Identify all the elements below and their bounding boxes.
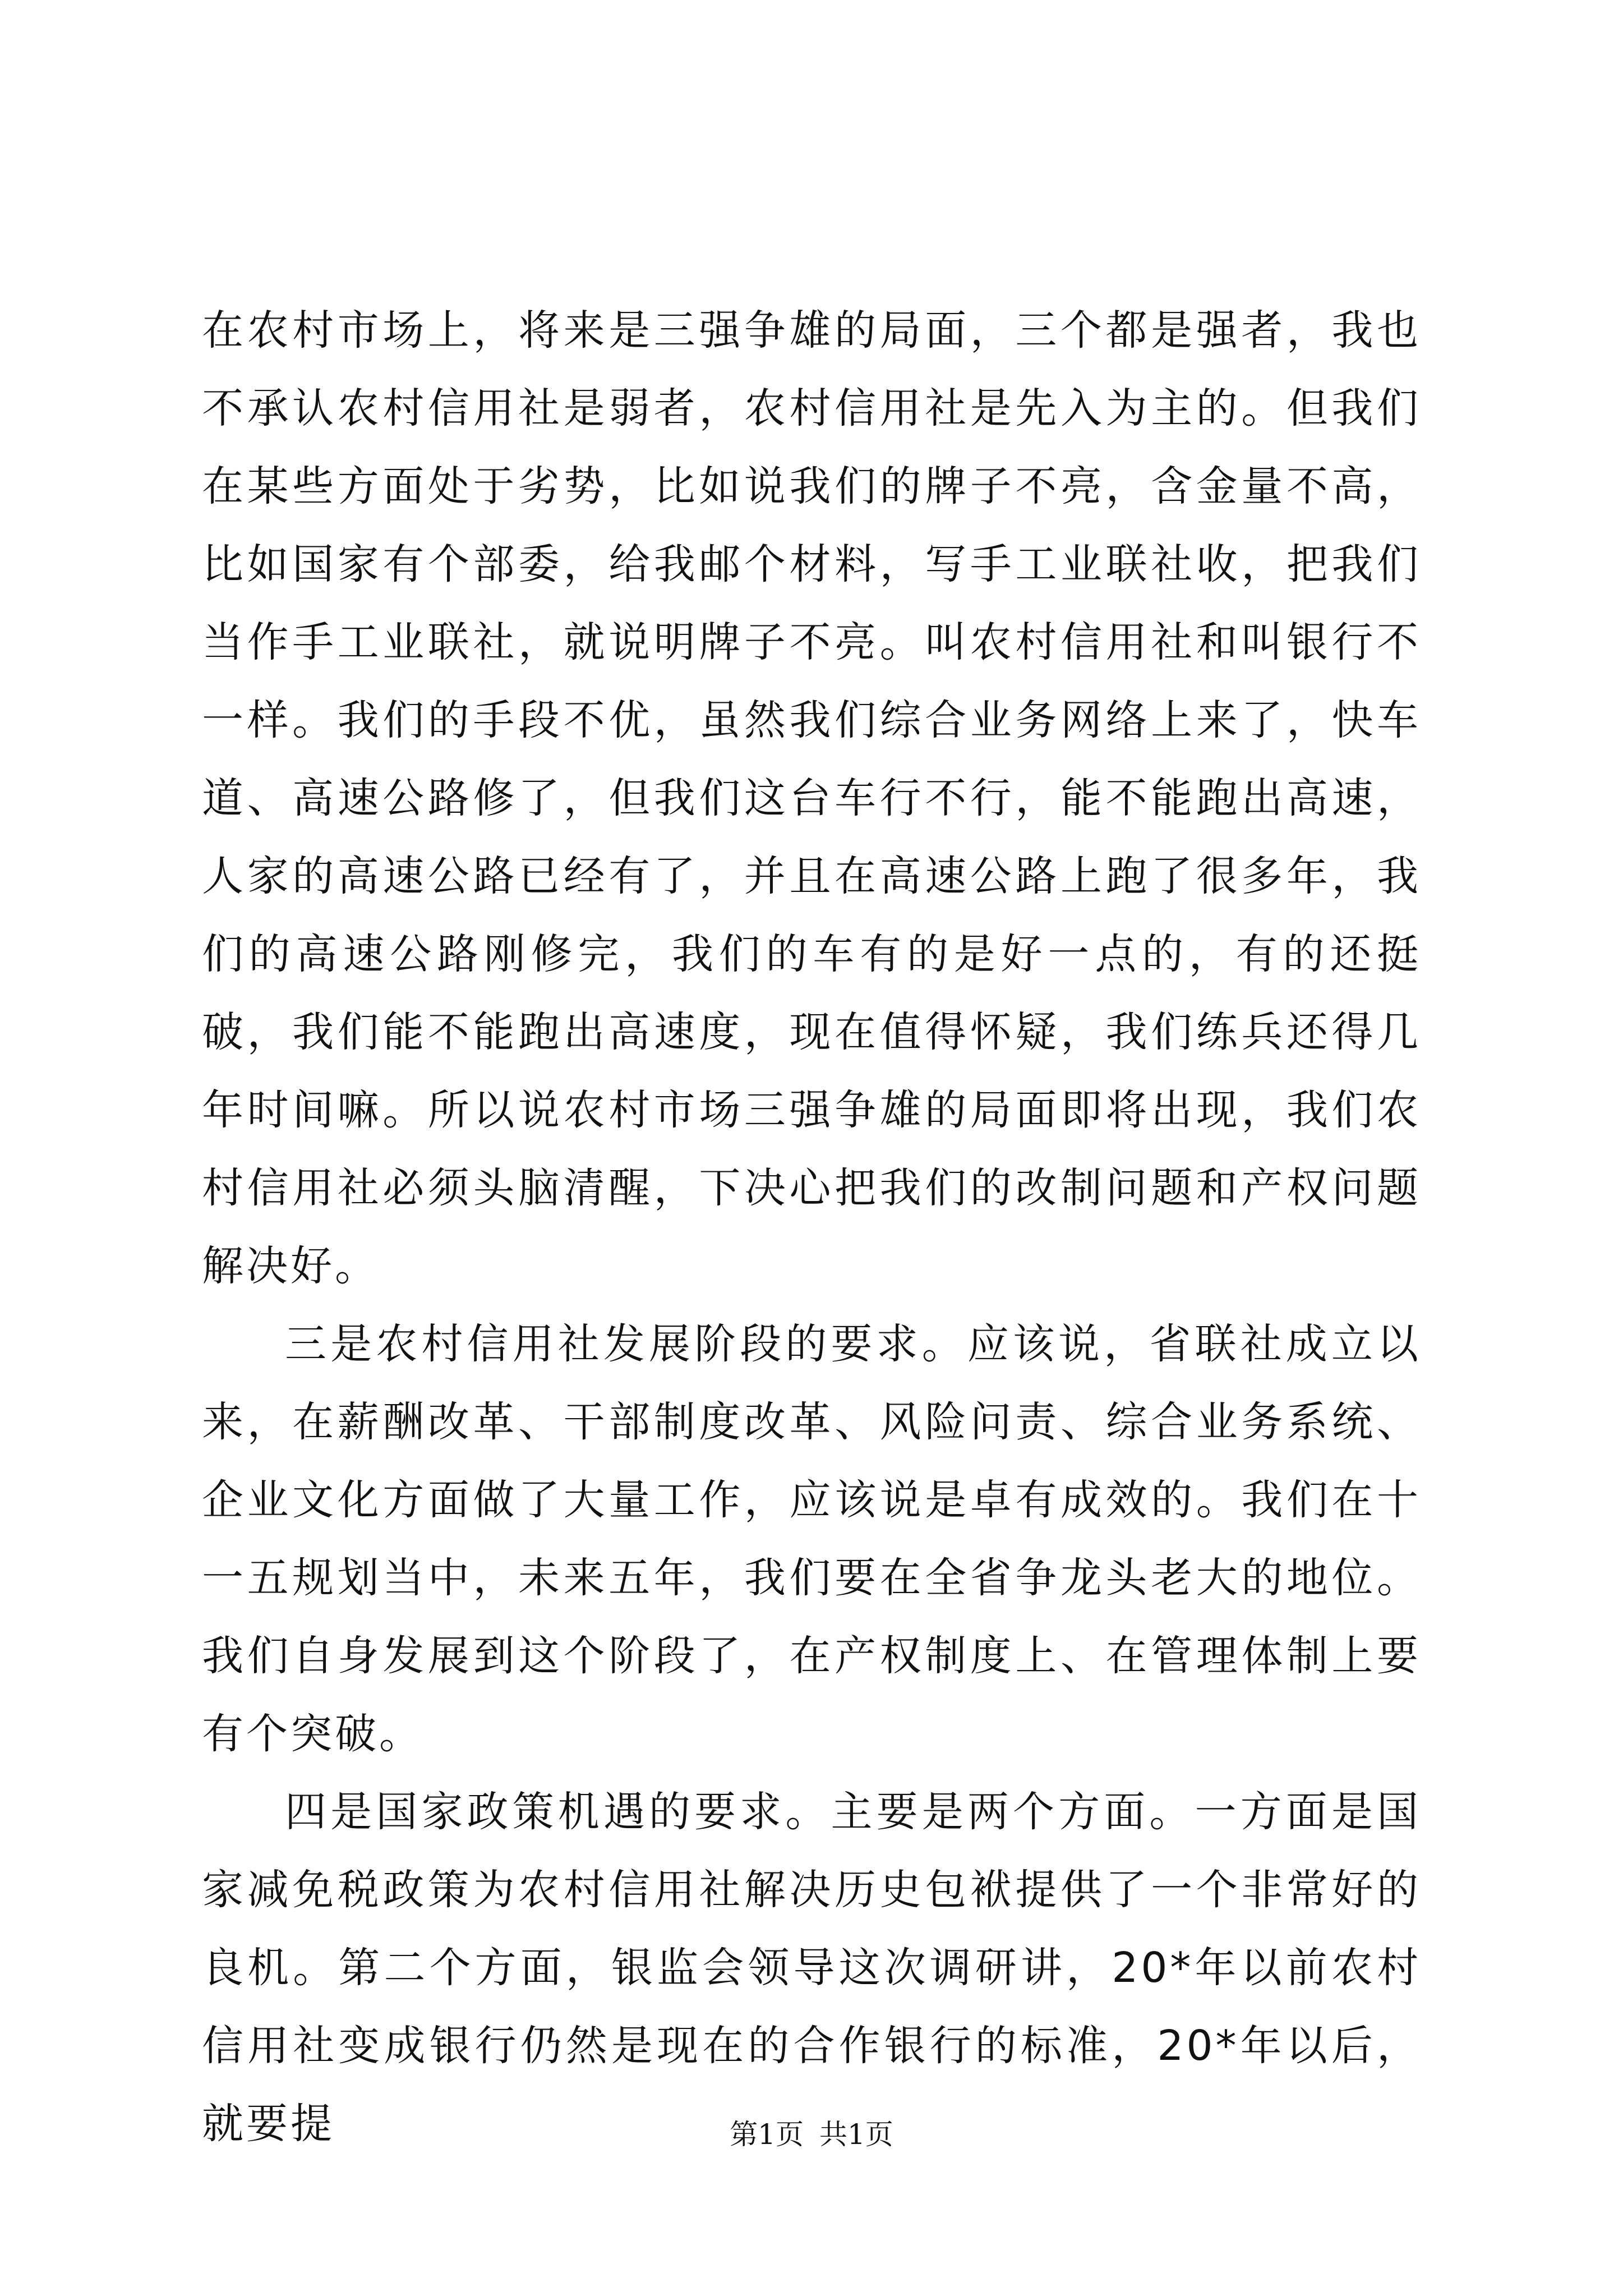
- document-body: [202, 292, 1421, 2163]
- paragraph-1: 在农村市场上，将来是三强争雄的局面，三个都是强者，我也不承认农村信用社是弱者，农村信用社是先入为主的。但我们在某些方面处于劣势，比如说我们的牌子不亮，含金量不高，比如国家有个部委，给我邮个材料，写手工业联社收，把我们当作手工业联社，就说明牌子不亮。叫农村信用社和叫银行不一样。我们的手段不优，虽然我们综合业务网络上来了，快车道、高速公路修了，但我们这台车行不行，能不能跑出高速，人家的高速公路已经有了，并且在高速公路上跑了很多年，我们的高速公路刚修完，我们的车有的是好一点的，有的还挺破，我们能不能跑出高速度，现在值得怀疑，我们练兵还得几年时间嘛。所以说农村市场三强争雄的局面即将出现，我们农村信用社必须头脑清醒，下决心把我们的改制问题和产权问题解决好。: [202, 306, 1421, 1290]
- paragraph-3: 四是国家政策机遇的要求。主要是两个方面。一方面是国家减免税政策为农村信用社解决历史包袱提供了一个非常好的良机。第二个方面，银监会领导这次调研讲，20*年以前农村信用社变成银行仍然是现在的合作银行的标准，20*年以后，就要提: [202, 1788, 1421, 2148]
- page-footer: [0, 2115, 1623, 2154]
- page-total-label: 共1页: [819, 2118, 893, 2151]
- page-number-label: 第1页: [730, 2118, 804, 2151]
- paragraph-2: 三是农村信用社发展阶段的要求。应该说，省联社成立以来，在薪酬改革、干部制度改革、风险问责、综合业务系统、企业文化方面做了大量工作，应该说是卓有成效的。我们在十一五规划当中，未来五年，我们要在全省争龙头老大的地位。我们自身发展到这个阶段了，在产权制度上、在管理体制上要有个突破。: [202, 1320, 1421, 1758]
